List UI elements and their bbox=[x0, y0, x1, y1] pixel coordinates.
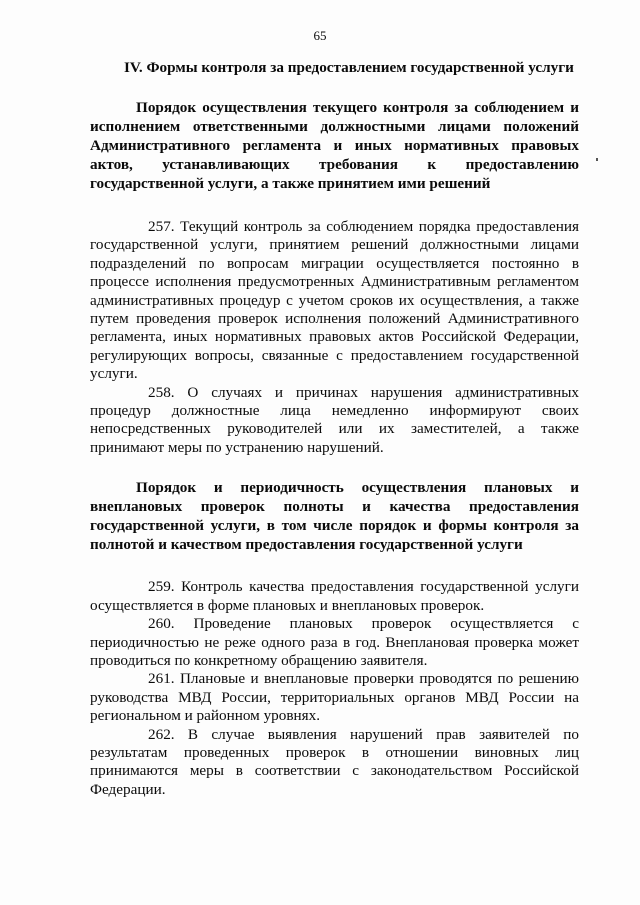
section-title: IV. Формы контроля за предоставлением государственной услуги bbox=[124, 59, 574, 76]
paragraph-261: 261. Плановые и внеплановые проверки проводятся по решению руководства МВД России, территориальных органов МВД России на региональном и районном уровнях. bbox=[90, 670, 579, 725]
paragraph-258: 258. О случаях и причинах нарушения административных процедур должностные лица немедленно информируют своих непосредственных руководителей или их заместителей, а также принимают меры по устранению нарушений. bbox=[90, 383, 579, 456]
scan-artifact bbox=[596, 158, 598, 161]
page-number: 65 bbox=[313, 28, 327, 43]
subsection-title-inspections: Порядок и периодичность осуществления плановых и внеплановых проверок полноты и качества предоставления государственной услуги, в том числе порядок и формы контроля за полнотой и качеством предоставления государственной услуги bbox=[90, 479, 579, 554]
document-body bbox=[90, 58, 579, 799]
paragraph-257: 257. Текущий контроль за соблюдением порядка предоставления государственной услуги, принятием решений должностными лицами подразделений по вопросам миграции осуществляется постоянно в процессе исполнения предусмотренных Административным регламентом административных процедур с учетом сроков их осуществления, а также путем проведения проверок исполнения положений Административного регламента, иных нормативных правовых актов Российской Федерации, регулирующих вопросы, связанные с предоставлением государственной услуги. bbox=[90, 218, 579, 383]
paragraph-260: 260. Проведение плановых проверок осуществляется с периодичностью не реже одного раза в год. Внеплановая проверка может проводиться по конкретному обращению заявителя. bbox=[90, 615, 579, 669]
paragraph-259: 259. Контроль качества предоставления государственной услуги осуществляется в форме плановых и внеплановых проверок. bbox=[90, 578, 579, 614]
subsection-title-current-control: Порядок осуществления текущего контроля за соблюдением и исполнением ответственными должностными лицами положений Административного регламента и иных нормативных правовых актов, устанавливающих требования к предоставлению государственной услуги, а также принятием ими решений bbox=[90, 99, 579, 192]
paragraph-262: 262. В случае выявления нарушений прав заявителей по результатам проведенных проверок в отношении виновных лиц принимаются меры в соответствии с законодательством Российской Федерации. bbox=[90, 725, 579, 798]
